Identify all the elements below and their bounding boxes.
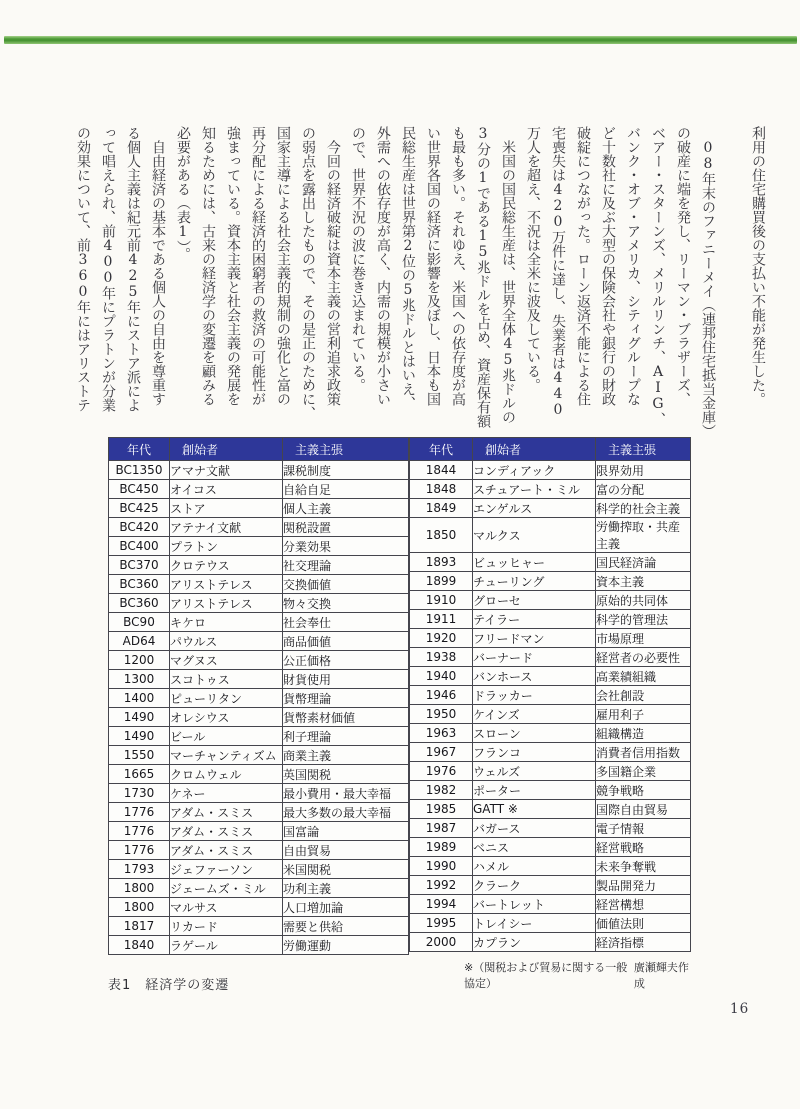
cell-founder: プラトン (170, 537, 283, 556)
vtext-column: の破産に端を発し、リーマン・ブラザーズ、 (675, 126, 691, 406)
cell-founder: アダム・スミス (170, 803, 283, 822)
cell-era: BC360 (109, 594, 170, 613)
cell-founder: ストア (170, 499, 283, 518)
cell-doctrine: 組織構造 (596, 724, 691, 743)
table-row (109, 518, 409, 537)
cell-doctrine: 貨幣素材価値 (283, 708, 409, 727)
cell-doctrine: 富の分配 (596, 480, 691, 499)
cell-doctrine: 競争戦略 (596, 781, 691, 800)
cell-doctrine: 市場原理 (596, 629, 691, 648)
table-row (109, 556, 409, 575)
cell-founder: ジェファーソン (170, 860, 283, 879)
cell-era: 1992 (410, 876, 473, 895)
cell-era: BC425 (109, 499, 170, 518)
vtext-column: 利用の住宅購買後の支払い不能が発生した。 (750, 126, 766, 406)
table-row (109, 879, 409, 898)
cell-founder: ジェームズ・ミル (170, 879, 283, 898)
cell-doctrine: 国民経済論 (596, 553, 691, 572)
table-row (109, 708, 409, 727)
cell-era: 1776 (109, 803, 170, 822)
cell-doctrine: 経営戦略 (596, 838, 691, 857)
table-row (410, 705, 691, 724)
table-row (109, 765, 409, 784)
cell-doctrine: 課税制度 (283, 461, 409, 480)
cell-doctrine: 電子情報 (596, 819, 691, 838)
cell-era: 1776 (109, 822, 170, 841)
cell-era: 1793 (109, 860, 170, 879)
cell-era: 1200 (109, 651, 170, 670)
cell-era: BC90 (109, 613, 170, 632)
top-divider-bar (4, 36, 797, 44)
table-row (410, 591, 691, 610)
vtext-column: 国家主導による社会主義的規制の強化と富の (275, 126, 291, 406)
table-row (109, 651, 409, 670)
cell-doctrine: 国富論 (283, 822, 409, 841)
cell-doctrine: 雇用利子 (596, 705, 691, 724)
table-row (109, 784, 409, 803)
cell-era: 1800 (109, 879, 170, 898)
cell-founder: ラゲール (170, 936, 283, 955)
vtext-column: 3分の1である15兆ドルを占め、資産保有額 (475, 126, 491, 428)
cell-era: 1963 (410, 724, 473, 743)
cell-doctrine: 労働搾取・共産主義 (596, 518, 691, 553)
cell-founder: マグヌス (170, 651, 283, 670)
table-row (410, 610, 691, 629)
cell-era: 1950 (410, 705, 473, 724)
cell-founder: グローセ (473, 591, 596, 610)
cell-founder: リカード (170, 917, 283, 936)
table-row (109, 575, 409, 594)
cell-founder: アリストテレス (170, 575, 283, 594)
vtext-column: 強まっている。資本主義と社会主義の発展を (225, 126, 241, 406)
vtext-column: 必要がある（表1）。 (175, 126, 191, 261)
cell-doctrine: 原始的共同体 (596, 591, 691, 610)
table-row (410, 895, 691, 914)
cell-founder: ケインズ (473, 705, 596, 724)
cell-era: 1995 (410, 914, 473, 933)
vtext-column: の効果について、前360年にはアリストテ (75, 126, 91, 412)
cell-era: 1844 (410, 461, 473, 480)
table-header-row (109, 438, 409, 461)
table-row (109, 537, 409, 556)
cell-era: 1400 (109, 689, 170, 708)
cell-founder: バンホース (473, 667, 596, 686)
table-row (410, 461, 691, 480)
table-row (410, 914, 691, 933)
vtext-column: 外需への依存度が高く、内需の規模が小さい (375, 126, 391, 406)
table-row (109, 480, 409, 499)
cell-doctrine: 製品開発力 (596, 876, 691, 895)
cell-era: 1817 (109, 917, 170, 936)
cell-doctrine: 公正価格 (283, 651, 409, 670)
table-row (410, 667, 691, 686)
table-row (109, 898, 409, 917)
cell-era: 1982 (410, 781, 473, 800)
cell-founder: クロテウス (170, 556, 283, 575)
column-header-founder: 創始者 (170, 438, 283, 461)
cell-era: 1940 (410, 667, 473, 686)
cell-era: 1938 (410, 648, 473, 667)
cell-era: 1730 (109, 784, 170, 803)
cell-founder: キケロ (170, 613, 283, 632)
cell-founder: チューリング (473, 572, 596, 591)
footnote-gatt-definition: ※（関税および貿易に関する一般協定） (464, 961, 628, 990)
cell-era: 1490 (109, 727, 170, 746)
cell-era: 2000 (410, 933, 473, 952)
cell-era: 1976 (410, 762, 473, 781)
cell-doctrine: 経営構想 (596, 895, 691, 914)
table-row (109, 594, 409, 613)
cell-doctrine: 米国関税 (283, 860, 409, 879)
cell-era: 1990 (410, 857, 473, 876)
cell-doctrine: 科学的社会主義 (596, 499, 691, 518)
cell-founder: ベニス (473, 838, 596, 857)
table-row (410, 819, 691, 838)
cell-founder: クロムウェル (170, 765, 283, 784)
vtext-column: も最も多い。それゆえ、米国への依存度が高 (450, 126, 466, 406)
column-header-era: 年代 (109, 438, 170, 461)
cell-doctrine: 未来争奪戦 (596, 857, 691, 876)
footnote-author-credit: 廣瀬輝夫作成 (633, 961, 689, 990)
cell-founder: エンゲルス (473, 499, 596, 518)
vtext-column: バンク・オブ・アメリカ、シティグループな (625, 126, 641, 406)
table-row (410, 480, 691, 499)
cell-founder: カプラン (473, 933, 596, 952)
table-row (410, 629, 691, 648)
cell-doctrine: 需要と供給 (283, 917, 409, 936)
cell-doctrine: 社会奉仕 (283, 613, 409, 632)
cell-doctrine: 社交理論 (283, 556, 409, 575)
table-row (410, 876, 691, 895)
vtext-column: る個人主義は紀元前425年にストア派によ (125, 126, 141, 412)
cell-doctrine: 最大多数の最大幸福 (283, 803, 409, 822)
cell-era: BC420 (109, 518, 170, 537)
cell-founder: フランコ (473, 743, 596, 762)
cell-doctrine: 会社創設 (596, 686, 691, 705)
cell-era: 1893 (410, 553, 473, 572)
cell-doctrine: 商業主義 (283, 746, 409, 765)
table-row (109, 727, 409, 746)
cell-founder: ピューリタン (170, 689, 283, 708)
table-row (410, 838, 691, 857)
vtext-column: 米国の国民総生産は、世界全体45兆ドルの (500, 126, 516, 424)
cell-founder: アダム・スミス (170, 822, 283, 841)
cell-era: 1899 (410, 572, 473, 591)
cell-doctrine: 国際自由貿易 (596, 800, 691, 819)
cell-doctrine: 功利主義 (283, 879, 409, 898)
table-footnote (409, 959, 691, 991)
cell-era: BC370 (109, 556, 170, 575)
cell-era: 1985 (410, 800, 473, 819)
cell-founder: アマナ文献 (170, 461, 283, 480)
cell-doctrine: 分業効果 (283, 537, 409, 556)
cell-era: 1994 (410, 895, 473, 914)
cell-era: 1550 (109, 746, 170, 765)
cell-era: 1665 (109, 765, 170, 784)
cell-era: 1776 (109, 841, 170, 860)
cell-founder: GATT ※ (473, 800, 596, 819)
table-row (109, 822, 409, 841)
cell-founder: パウルス (170, 632, 283, 651)
cell-founder: マルサス (170, 898, 283, 917)
cell-era: 1910 (410, 591, 473, 610)
cell-era: 1920 (410, 629, 473, 648)
cell-era: 1946 (410, 686, 473, 705)
table-right-half (409, 437, 691, 952)
table-row (410, 686, 691, 705)
cell-founder: アテナイ文献 (170, 518, 283, 537)
table-row (410, 857, 691, 876)
column-header-founder: 創始者 (473, 438, 596, 461)
cell-doctrine: 高業績組織 (596, 667, 691, 686)
table-row (410, 648, 691, 667)
cell-era: 1800 (109, 898, 170, 917)
vtext-column: 万人を超え、不況は全米に波及している。 (525, 126, 541, 392)
cell-founder: テイラー (473, 610, 596, 629)
cell-founder: ウェルズ (473, 762, 596, 781)
table-row (109, 746, 409, 765)
cell-doctrine: 多国籍企業 (596, 762, 691, 781)
vtext-column: ベアー・スターンズ、メリルリンチ、AIG、 (650, 126, 666, 426)
table-row (109, 803, 409, 822)
cell-doctrine: 経営者の必要性 (596, 648, 691, 667)
cell-doctrine: 貨幣理論 (283, 689, 409, 708)
cell-founder: ケネー (170, 784, 283, 803)
cell-founder: ドラッカー (473, 686, 596, 705)
table-row (109, 936, 409, 955)
vtext-column: 破綻につながった。ローン返済不能による住 (575, 126, 591, 406)
cell-doctrine: 自給自足 (283, 480, 409, 499)
vtext-column: ど十数社に及ぶ大型の保険会社や銀行の財政 (600, 126, 616, 406)
vtext-column: って唱えられ、前400年にプラトンが分業 (100, 126, 116, 412)
vtext-column: 知るためには、古来の経済学の変遷を顧みる (200, 126, 216, 406)
vtext-column: い世界各国の経済に影響を及ぼし、日本も国 (425, 126, 441, 406)
column-header-doctrine: 主義主張 (596, 438, 691, 461)
table-row (410, 800, 691, 819)
table-row (109, 917, 409, 936)
cell-doctrine: 英国関税 (283, 765, 409, 784)
cell-founder: スチュアート・ミル (473, 480, 596, 499)
vtext-column: の弱点を露出したもので、その是正のために、 (300, 126, 316, 420)
cell-era: 1967 (410, 743, 473, 762)
cell-doctrine: 科学的管理法 (596, 610, 691, 629)
cell-founder: オレシウス (170, 708, 283, 727)
table-left-half (108, 437, 409, 955)
cell-founder: オイコス (170, 480, 283, 499)
cell-era: 1840 (109, 936, 170, 955)
vtext-column: 再分配による経済的困窮者の救済の可能性が (250, 126, 266, 406)
cell-founder: コンディアック (473, 461, 596, 480)
cell-era: AD64 (109, 632, 170, 651)
cell-founder: アリストテレス (170, 594, 283, 613)
economics-history-table (108, 437, 691, 991)
table-row (109, 689, 409, 708)
cell-era: 1911 (410, 610, 473, 629)
cell-founder: ビール (170, 727, 283, 746)
cell-era: 1989 (410, 838, 473, 857)
vtext-column (720, 126, 745, 424)
cell-era: 1490 (109, 708, 170, 727)
cell-doctrine: 資本主義 (596, 572, 691, 591)
cell-founder: クラーク (473, 876, 596, 895)
cell-founder: ハメル (473, 857, 596, 876)
cell-doctrine: 最小費用・最大幸福 (283, 784, 409, 803)
cell-era: BC450 (109, 480, 170, 499)
cell-doctrine: 交換価値 (283, 575, 409, 594)
cell-founder: バートレット (473, 895, 596, 914)
vtext-column: 宅喪失は420万件に達し、失業者は440 (550, 126, 566, 418)
cell-doctrine: 物々交換 (283, 594, 409, 613)
cell-founder: ビュッヒャー (473, 553, 596, 572)
cell-era: 1848 (410, 480, 473, 499)
cell-founder: フリードマン (473, 629, 596, 648)
table-caption: 表1 経済学の変遷 (108, 978, 230, 993)
cell-founder: トレイシー (473, 914, 596, 933)
cell-era: 1300 (109, 670, 170, 689)
cell-founder: ポーター (473, 781, 596, 800)
table-row (109, 841, 409, 860)
cell-doctrine: 消費者信用指数 (596, 743, 691, 762)
table-row (410, 933, 691, 952)
table-header-row (410, 438, 691, 461)
cell-doctrine: 労働運動 (283, 936, 409, 955)
cell-doctrine: 財貨使用 (283, 670, 409, 689)
vtext-column: 今回の経済破綻は資本主義の営利追求政策 (325, 126, 341, 406)
table-row (109, 632, 409, 651)
table-row (410, 499, 691, 518)
cell-doctrine: 利子理論 (283, 727, 409, 746)
table-row (109, 613, 409, 632)
cell-era: 1987 (410, 819, 473, 838)
cell-doctrine: 人口増加論 (283, 898, 409, 917)
table-row (109, 461, 409, 480)
table-row (410, 518, 691, 553)
vtext-column: 自由経済の基本である個人の自由を尊重す (150, 126, 166, 406)
page-number: 16 (730, 1001, 750, 1017)
cell-founder: アダム・スミス (170, 841, 283, 860)
cell-founder: スコトゥス (170, 670, 283, 689)
vtext-column: ので、世界不況の波に巻き込まれている。 (350, 126, 366, 392)
cell-doctrine: 価値法則 (596, 914, 691, 933)
cell-doctrine: 関税設置 (283, 518, 409, 537)
cell-founder: マルクス (473, 518, 596, 553)
table-row (410, 743, 691, 762)
cell-era: 1850 (410, 518, 473, 553)
column-header-doctrine: 主義主張 (283, 438, 409, 461)
cell-era: BC1350 (109, 461, 170, 480)
cell-founder: バーナード (473, 648, 596, 667)
cell-founder: スローン (473, 724, 596, 743)
column-header-era: 年代 (410, 438, 473, 461)
table-row (109, 670, 409, 689)
table-row (410, 724, 691, 743)
cell-doctrine: 限界効用 (596, 461, 691, 480)
vtext-column: 民総生産は世界第2位の5兆ドルとはいえ、 (400, 126, 416, 410)
cell-founder: マーチャンティズム (170, 746, 283, 765)
article-vertical-text (70, 126, 770, 438)
table-row (109, 860, 409, 879)
table-row (410, 553, 691, 572)
cell-doctrine: 経済指標 (596, 933, 691, 952)
table-right-wrapper (409, 437, 691, 991)
cell-founder: バガース (473, 819, 596, 838)
vtext-column: 08年末のファニーメイ（連邦住宅抵当金庫） (700, 126, 716, 438)
table-row (109, 499, 409, 518)
cell-doctrine: 個人主義 (283, 499, 409, 518)
cell-era: 1849 (410, 499, 473, 518)
cell-doctrine: 自由貿易 (283, 841, 409, 860)
table-row (410, 781, 691, 800)
table-row (410, 572, 691, 591)
cell-era: BC360 (109, 575, 170, 594)
cell-doctrine: 商品価値 (283, 632, 409, 651)
cell-era: BC400 (109, 537, 170, 556)
table-row (410, 762, 691, 781)
